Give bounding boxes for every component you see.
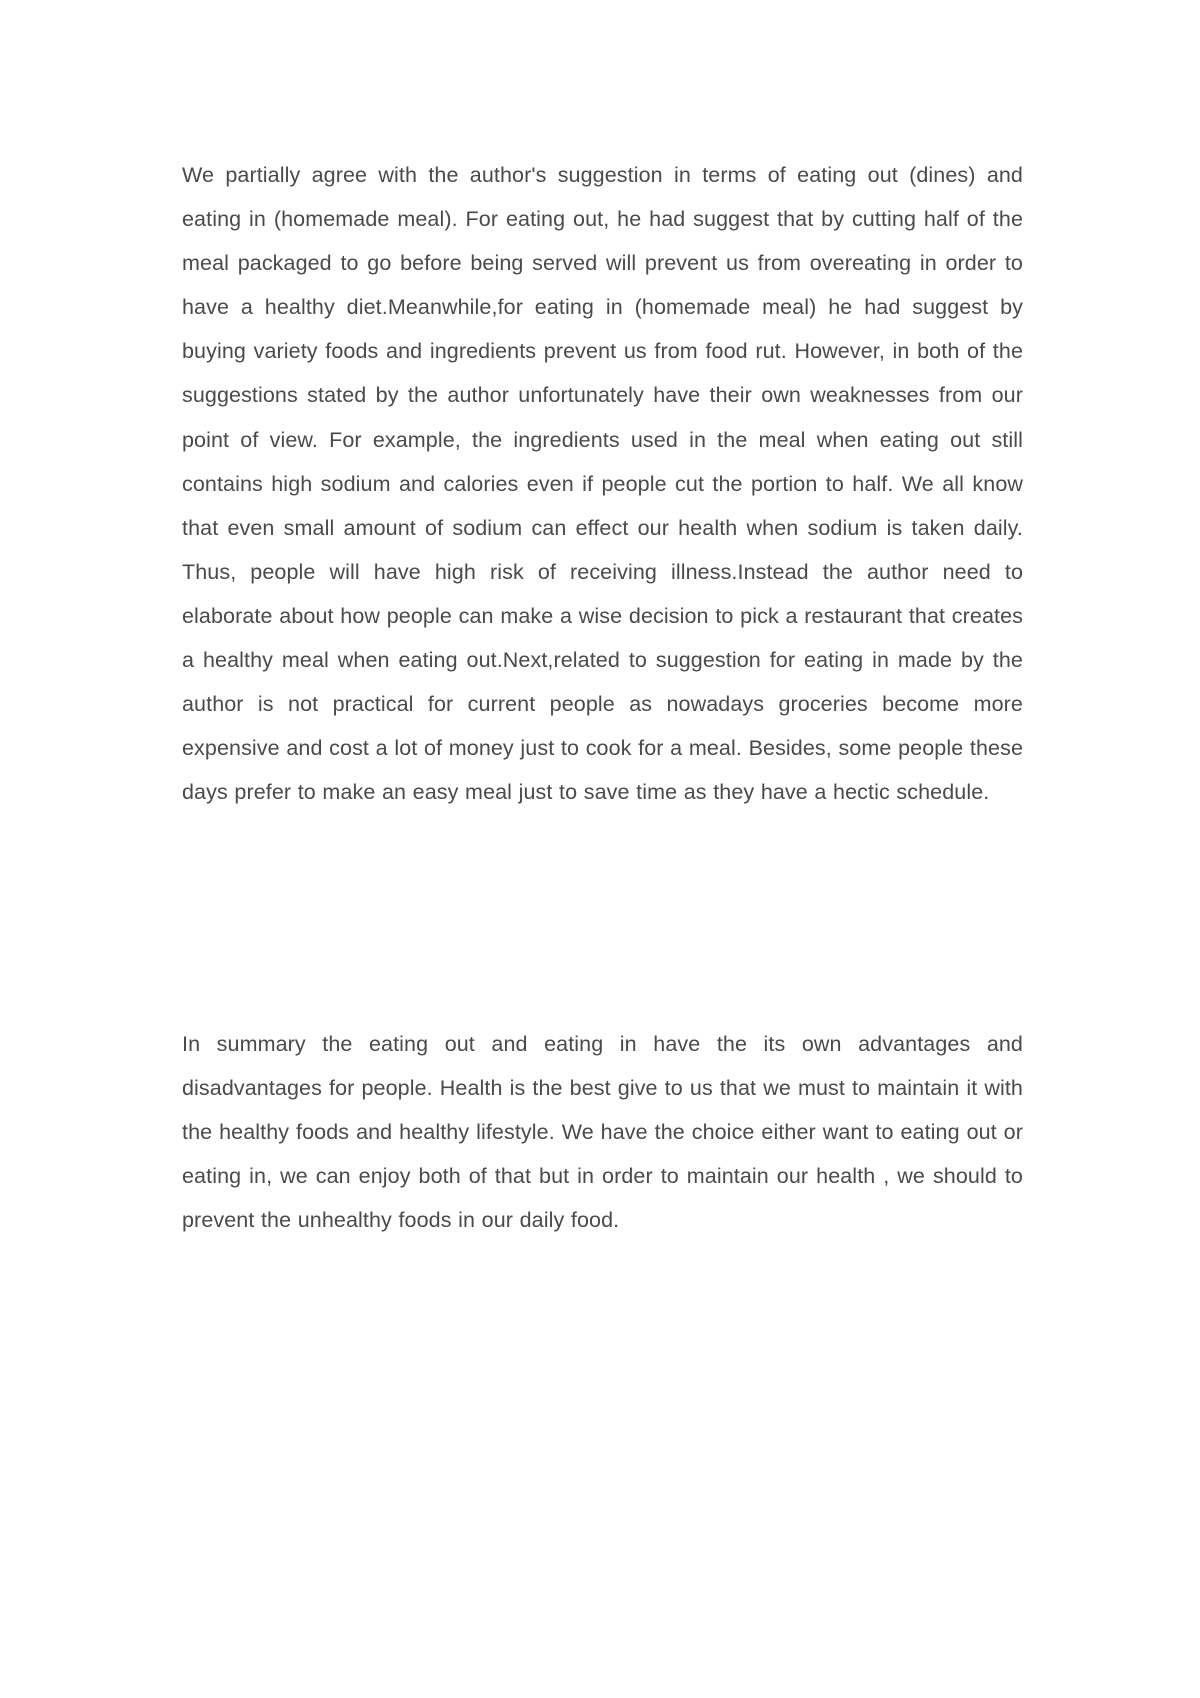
paragraph-summary: In summary the eating out and eating in have the its own advantages and disadvantages for people. Health is the best give to us that we must to maintain it with the healthy foods and healthy lifestyle. We have the choice either want to eating out or eating in, we can enjoy both of that but in order to maintain our health , we should to prevent the unhealthy foods in our daily food. bbox=[182, 1032, 1023, 1233]
paragraph-body: We partially agree with the author's suggestion in terms of eating out (dines) and eating in (homemade meal). For eating out, he had suggest that by cutting half of the meal packaged to go before being served will prevent us from overeating in order to have a healthy diet.Meanwhile,for eating in (homemade meal) he had suggest by buying variety foods and ingredients prevent us from food rut. However, in both of the suggestions stated by the author unfortunately have their own weaknesses from our point of view. For example, the ingredients used in the meal when eating out still contains high sodium and calories even if people cut the portion to half. We all know that even small amount of sodium can effect our health when sodium is taken daily. Thus, people will have high risk of receiving illness.Instead the author need to elaborate about how people can make a wise decision to pick a restaurant that creates a healthy meal when eating out.Next,related to suggestion for eating in made by the author is not practical for current people as nowadays groceries become more expensive and cost a lot of money just to cook for a meal. Besides, some people these days prefer to make an easy meal just to save time as they have a hectic schedule. bbox=[182, 163, 1023, 805]
